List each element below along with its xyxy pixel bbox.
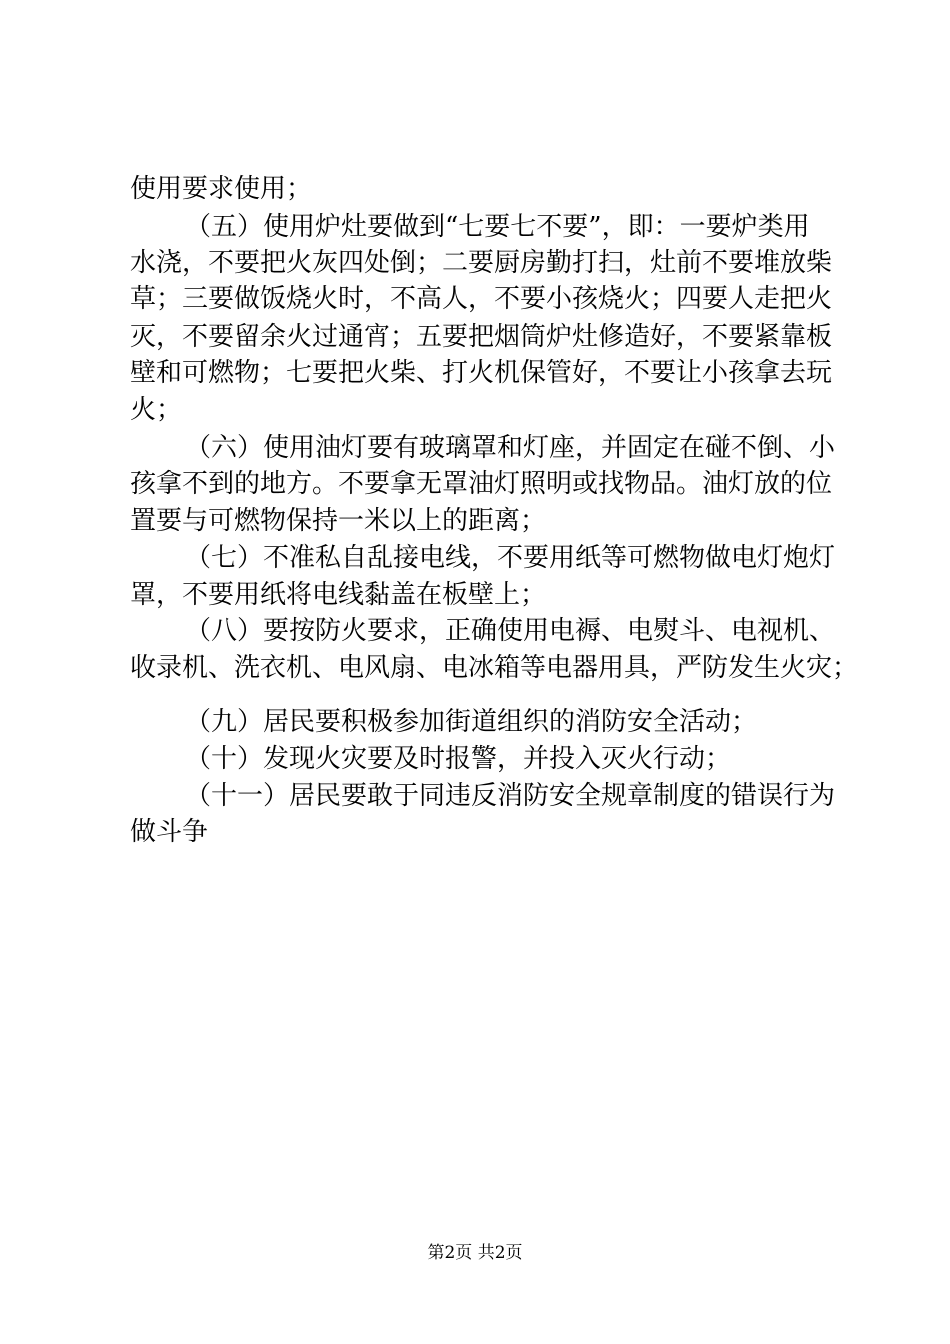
text-line: 草；三要做饭烧火时，不高人，不要小孩烧火；四要人走把火 xyxy=(130,284,833,314)
text-line: 火； xyxy=(130,395,183,425)
text-line: （八）要按防火要求，正确使用电褥、电熨斗、电视机、 xyxy=(185,616,836,646)
text-line: （十）发现火灾要及时报警，并投入灭火行动； xyxy=(185,744,732,774)
text-line: （五）使用炉灶要做到“七要七不要”，即：一要炉类用 xyxy=(185,212,810,242)
text-line: 孩拿不到的地方。不要拿无罩油灯照明或找物品。油灯放的位 xyxy=(130,469,833,499)
text-line: （六）使用油灯要有玻璃罩和灯座，并固定在碰不倒、小 xyxy=(185,433,836,463)
text-line: 使用要求使用； xyxy=(130,174,313,204)
text-line: （十一）居民要敢于同违反消防安全规章制度的错误行为 xyxy=(185,781,836,811)
text-line: （七）不准私自乱接电线，不要用纸等可燃物做电灯炮灯 xyxy=(185,543,836,573)
text-line: 壁和可燃物；七要把火柴、打火机保管好，不要让小孩拿去玩 xyxy=(130,358,833,388)
text-line: 置要与可燃物保持一米以上的距离； xyxy=(130,506,547,536)
text-line: 罩，不要用纸将电线黏盖在板壁上； xyxy=(130,580,547,610)
page-number-footer: 第2页 共2页 xyxy=(427,1243,523,1263)
text-line: 水浇，不要把火灰四处倒；二要厨房勤打扫，灶前不要堆放柴 xyxy=(130,248,833,278)
text-line: （九）居民要积极参加街道组织的消防安全活动； xyxy=(185,707,758,737)
text-line: 做斗争 xyxy=(130,817,209,847)
text-line: 收录机、洗衣机、电风扇、电冰箱等电器用具，严防发生火灾； xyxy=(130,653,859,683)
text-line: 灭，不要留余火过通宵；五要把烟筒炉灶修造好，不要紧靠板 xyxy=(130,322,833,352)
